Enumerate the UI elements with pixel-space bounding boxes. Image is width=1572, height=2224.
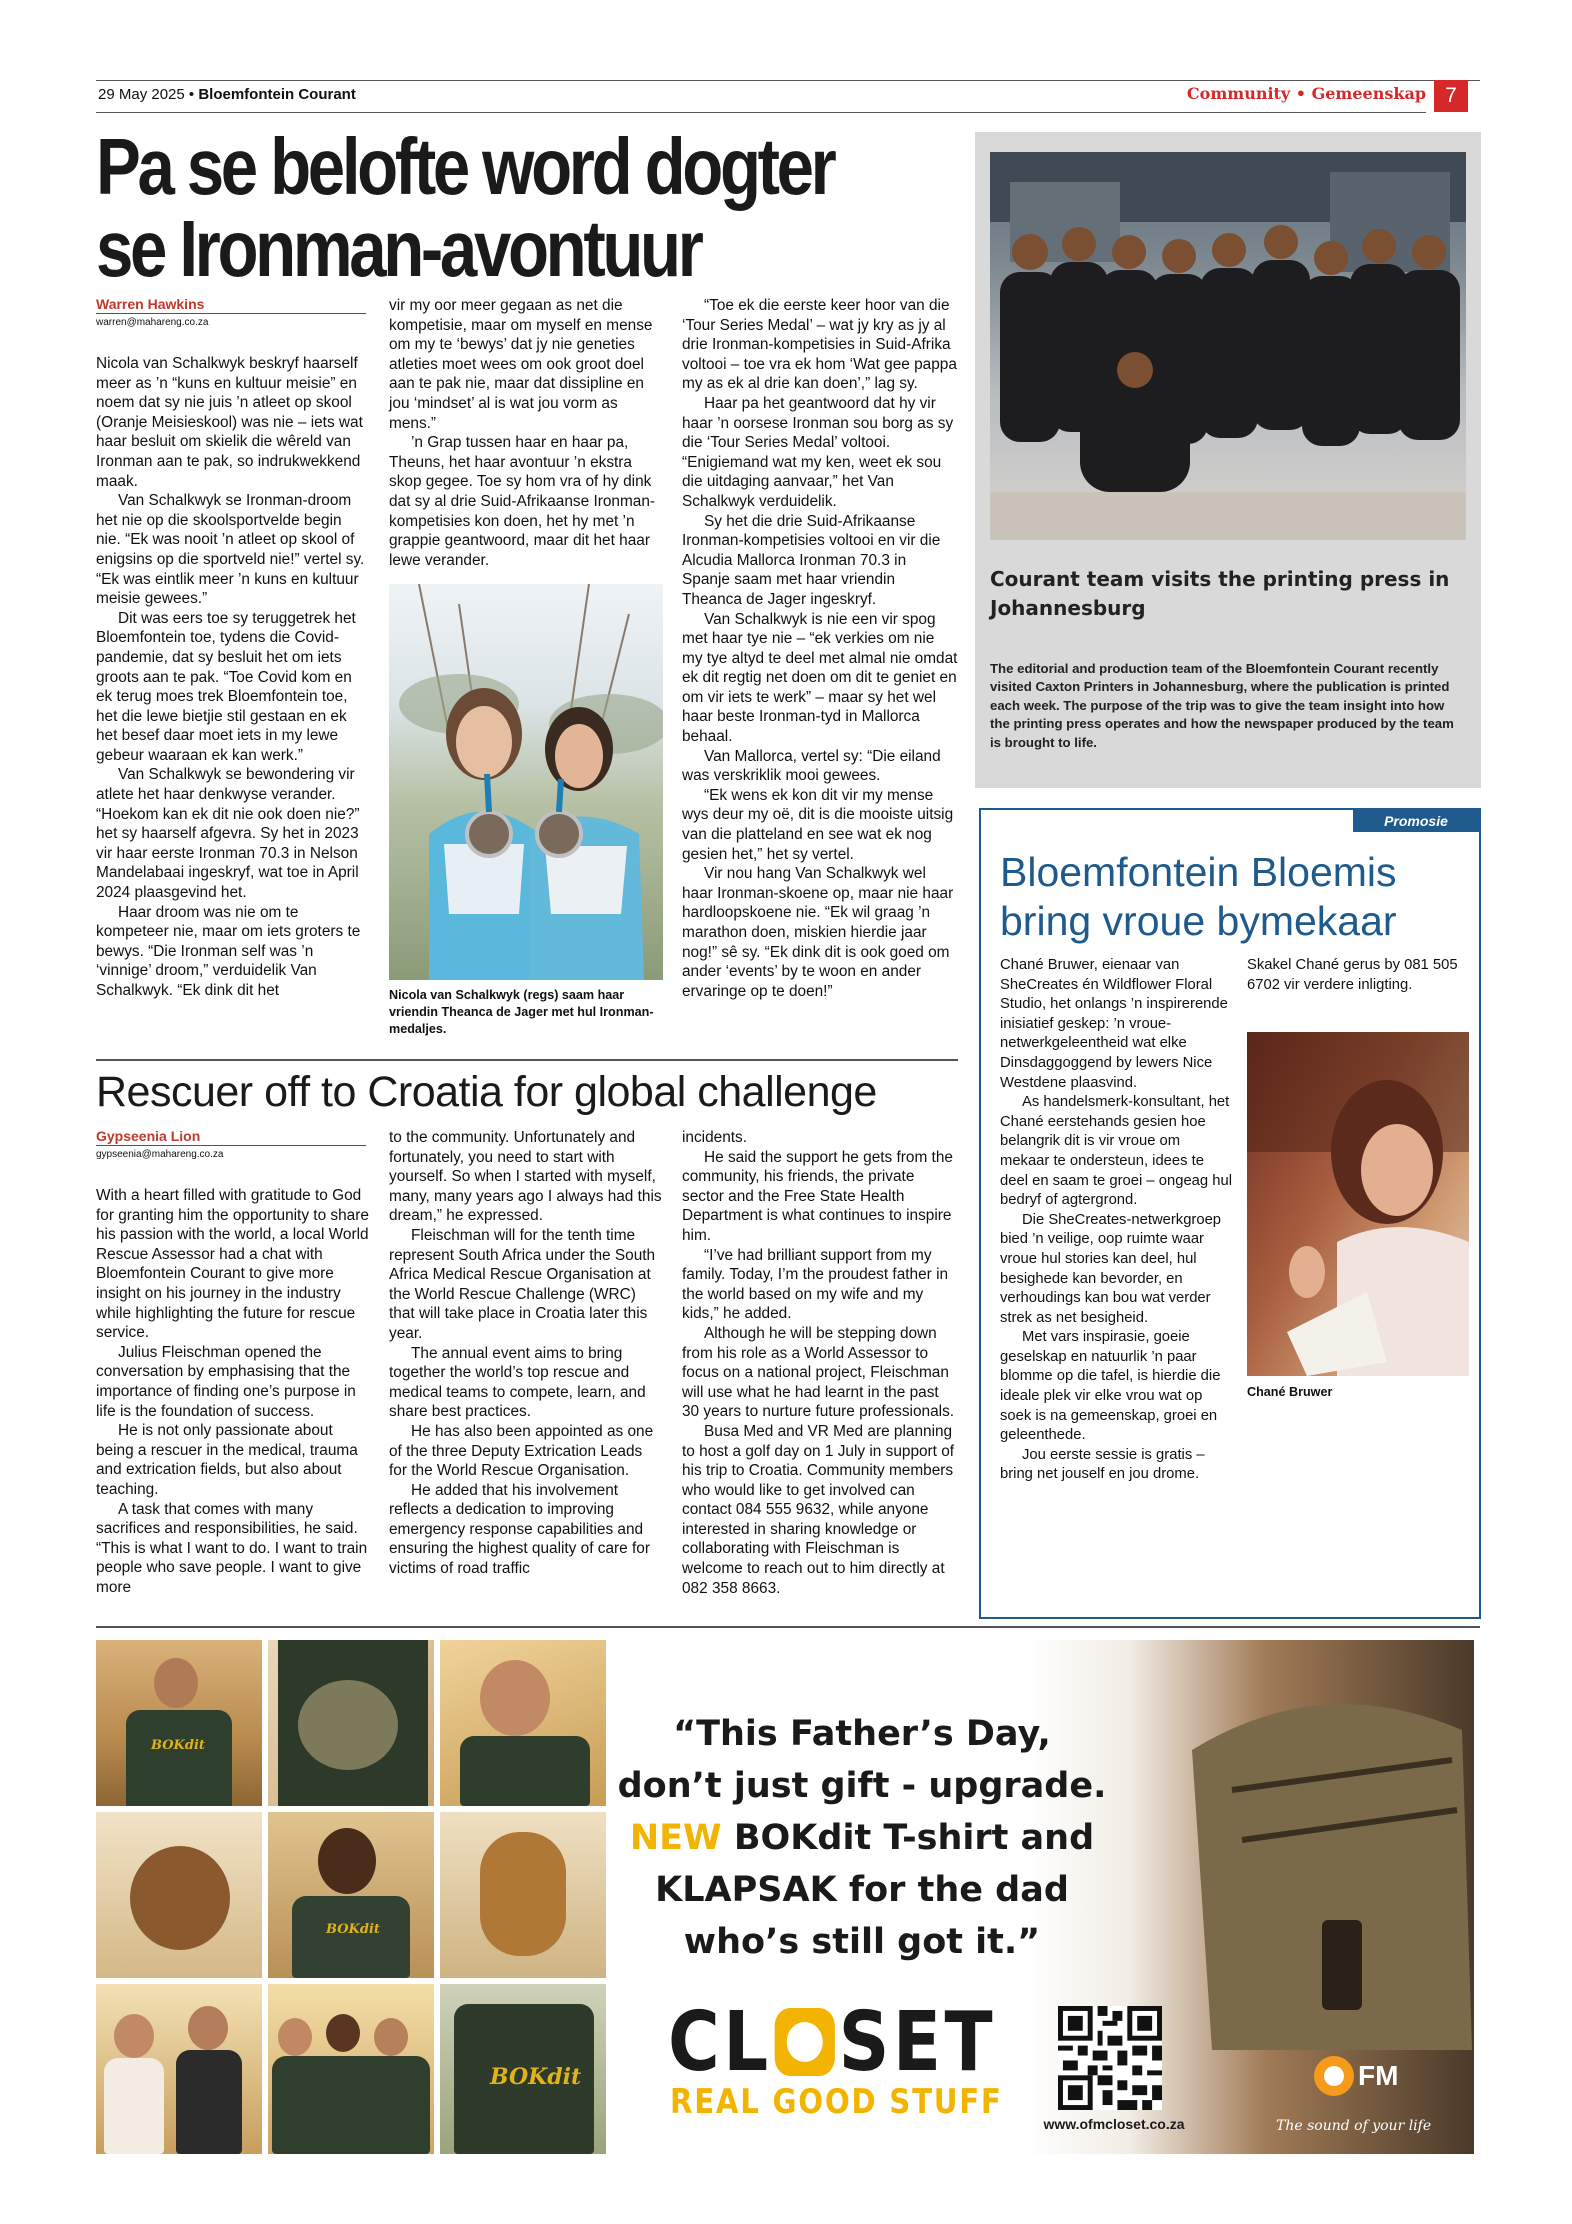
- article1-headline-line2: se Ironman-avontuur: [96, 204, 701, 293]
- paragraph: Jou eerste sessie is gratis – bring net jouself en jou drome.: [1000, 1446, 1205, 1483]
- ad-quote: [612, 1708, 1112, 1968]
- ad-top-rule: [96, 1626, 1480, 1628]
- paragraph: “I’ve had brilliant support from my family. Today, I’m the proudest father in the world based on my wife and my kids,” he added.: [682, 1246, 949, 1323]
- paragraph: to the community. Unfortunately and fortunately, you need to start with yourself. So when I started with myself, many, many years ago I always had this dream,” he expressed.: [389, 1129, 662, 1225]
- article1-col1: [96, 354, 370, 1001]
- qr-code-graphic: [1058, 2006, 1162, 2110]
- paragraph: Van Schalkwyk is nie een vir spog met haar tye nie – “ek verkies om nie my tye altyd te deel met almal nie omdat ek dit regtig net doen om dit te geniet en om vir iets te werk” – maar sy het wel haar beste Ironman-tyd in Mallorca behaal.: [682, 610, 958, 746]
- paragraph: Sy het die drie Suid-Afrikaanse Ironman-kompetisies voltooi en vir die Alcudia Mallorca Ironman 70.3 in Spanje saam met haar vriendin Theanca de Jager ingeskryf.: [682, 512, 941, 608]
- shirt-print: BOKdit: [490, 2064, 582, 2090]
- ad-photo-4: [96, 1812, 262, 1978]
- paragraph: ’n Grap tussen haar en haar pa, Theuns, het haar avontuur ’n ekstra skop gegee. Toe sy hom vra of hy dink dat sy al drie Suid-Afrikaanse Ironman-kompetisies kon doen, het hy met ’n grappie geantwoord, maar dit het haar lewe verander.: [389, 434, 656, 569]
- ofm-logo: [1314, 2054, 1454, 2114]
- closet-advert[interactable]: [96, 1640, 1474, 2154]
- paragraph: Although he will be stepping down from his role as a World Assessor to focus on a national project, Fleischman will use what he had learnt in the past 30 years to nurture future professionals.: [682, 1324, 955, 1421]
- article1-headline: [96, 122, 834, 293]
- header-dateline: 29 May 2025 • Bloemfontein Courant: [98, 86, 356, 103]
- header-section: Community • Gemeenskap: [1186, 84, 1426, 103]
- paragraph: incidents.: [682, 1129, 748, 1146]
- ofm-text: FM: [1358, 2060, 1399, 2091]
- header-date: 29 May 2025: [98, 86, 185, 103]
- paragraph: Vir nou hang Van Schalkwyk wel haar Ironman-skoene op, maar nie haar hardloopskoene nie. “Ek wil graag ’n marathon doen, miskien hierdie jaar nog!” sê sy. “Ek dink dit is ook goed om ander ‘events’ by te woon en ander ervaringe op te doen!”: [682, 865, 954, 1000]
- article2-author: Gypseenia Lion: [96, 1128, 366, 1146]
- ad-quote-line1: “This Father’s Day,: [673, 1714, 1051, 1754]
- ad-quote-line3-text: BOKdit T-shirt and: [721, 1818, 1095, 1858]
- ad-url[interactable]: www.ofmcloset.co.za: [1043, 2116, 1185, 2132]
- shirt-print: BOKdit: [151, 1738, 205, 1753]
- chane-bruwer-photo: [1247, 1032, 1469, 1376]
- paragraph: Busa Med and VR Med are planning to host a golf day on 1 July in support of his trip to Croatia. Community members who would like to get involved can contact 084 555 9632, while anyone interested in sharing knowledge or collaborating with Fleischman is welcome to reach out to him directly at 082 358 8663.: [682, 1422, 955, 1597]
- article2-col1: [96, 1186, 370, 1597]
- paragraph: A task that comes with many sacrifices and responsibilities, he said. “This is what I want to do. I want to train people who save people. I want to give more: [96, 1500, 368, 1596]
- printing-press-team-photo: [990, 152, 1466, 540]
- header-paper: Bloemfontein Courant: [198, 86, 356, 103]
- closet-logo-text-a: CL: [668, 1995, 772, 2090]
- shirt-print: BOKdit: [326, 1922, 380, 1937]
- article-divider: [96, 1059, 958, 1061]
- paragraph: Haar pa het geantwoord dat hy vir haar ’n oorsese Ironman sou borg as sy die ‘Tour Series Medal’ voltooi. “Enigiemand wat my ken, weet ek sou die uitdaging aanvaar,” het Van Schalkwyk verduidelik.: [682, 394, 954, 510]
- article2-headline: Rescuer off to Croatia for global challenge: [96, 1068, 877, 1116]
- paragraph: Die SheCreates-netwerkgroep bied ’n veilige, oop ruimte waar vroue hul stories kan deel, hul besighede kan bevorder, en verhoudings kan bou wat verder strek as net besigheid.: [1000, 1211, 1222, 1326]
- paragraph: vir my oor meer gegaan as net die kompetisie, maar om myself en mense om my te ‘bewys’ dat jy nie geneties atleties moet wees om ook groot doel aan te pak nie, maar dat dissipline en jou ‘mindset’ al is wat jou vorm as mens.”: [389, 297, 653, 432]
- qr-code[interactable]: [1058, 2006, 1162, 2110]
- paragraph: With a heart filled with gratitude to God for granting him the opportunity to share his passion with the world, a local World Rescue Assessor had a chat with Bloemfontein Courant to give more insight on his journey in the industry while highlighting the future for rescue service.: [96, 1187, 369, 1342]
- ad-photo-3: [440, 1640, 606, 1806]
- sidebar-title: Courant team visits the printing press in Johannesburg: [990, 567, 1450, 620]
- sidebar-box: [975, 132, 1481, 788]
- sidebar-body: The editorial and production team of the Bloemfontein Courant recently visited Caxton Printers in Johannesburg, where the publication is printed each week. The purpose of the trip was to give the team insight into how the printing press operates and how the newspaper produced by the team is brought to life.: [990, 661, 1454, 750]
- paragraph: As handelsmerk-konsultant, het Chané eerstehands gesien hoe belangrik dit is vir vroue om mekaar te ondersteun, idees te deel en saam te groei – ongeag hul bedryf of agtergrond.: [1000, 1094, 1232, 1209]
- promo-box: [979, 808, 1481, 1619]
- closet-logo-text-b: SET: [838, 1995, 997, 2090]
- article2-col2: [389, 1128, 663, 1579]
- chane-photo-caption: Chané Bruwer: [1247, 1385, 1333, 1399]
- closet-logo[interactable]: [668, 1995, 1018, 2122]
- closet-tagline: REAL GOOD STUFF: [670, 2082, 1003, 2122]
- ofm-slogan: The sound of your life: [1276, 2118, 1432, 2134]
- header-bottom-rule: [96, 112, 1426, 113]
- paragraph: He has also been appointed as one of the three Deputy Extrication Leads for the World Rescue Organisation.: [389, 1422, 654, 1480]
- ad-photo-8: [268, 1984, 434, 2154]
- paragraph: Met vars inspirasie, goeie geselskap en natuurlik ’n paar blomme op die tafel, is hierdie die ideale plek vir elke vrou wat op soek is na gemeenskap, groei en geleenthede.: [1000, 1329, 1221, 1444]
- ad-photo-7: [96, 1984, 262, 2154]
- paragraph: Nicola van Schalkwyk beskryf haarself meer as ’n “kuns en kultuur meisie” en noem dat sy nie juis ’n atleet op skool (Oranje Meisieskool) was nie – iets wat haar besluit om skielik die wêreld van Ironman aan te pak, so indrukwekkend maak.: [96, 355, 363, 490]
- paragraph: “Ek wens ek kon dit vir my mense wys deur my oë, dit is die mooiste uitsig van die platteland en see wat ek nog gesien het,” het sy vertel.: [682, 786, 954, 863]
- article1-email[interactable]: warren@mahareng.co.za: [96, 317, 209, 328]
- promo-title-line1: Bloemfontein Bloemis: [1000, 849, 1397, 895]
- promo-title: [1000, 848, 1470, 946]
- paragraph: Dit was eers toe sy teruggetrek het Bloemfontein toe, tydens die Covid-pandemie, dat sy besluit het om iets groots aan te pak. “Toe Covid kom en ek terug moes trek Bloemfontein toe, het die lewe bietjie stil gestaan en ek het besef daar moet iets in my lewe gebeur waaraan ek kan werk.”: [96, 609, 356, 764]
- ad-quote-new: NEW: [629, 1818, 722, 1858]
- article2-col3: [682, 1128, 958, 1598]
- closet-logo-o: [775, 2008, 835, 2076]
- ad-photo-5: [268, 1812, 434, 1978]
- paragraph: Chané Bruwer, eienaar van SheCreates én Wildflower Floral Studio, het onlangs ’n inspirerende inisiatief geskep: ’n vroue-netwerkgeleentheid wat elke Dinsdaggoggend by lewers Nice Westdene plaasvind.: [1000, 957, 1228, 1091]
- article1-author: Warren Hawkins: [96, 296, 366, 314]
- medals-photo-caption: Nicola van Schalkwyk (regs) saam haar vriendin Theanca de Jager met hul Ironman-medaljes.: [389, 988, 654, 1036]
- paragraph: Van Schalkwyk se bewondering vir atlete het haar denkwyse verander. “Hoekom kan ek dit nie ook doen nie?” het sy haarself afgevra. Sy het in 2023 vir haar eerste Ironman 70.3 in Nelson Mandelabaai ingeskryf, wat toe in April 2024 plaasgevind het.: [96, 766, 360, 902]
- chane-photo-illustration: [1247, 1032, 1469, 1376]
- paragraph: “Toe ek die eerste keer hoor van die ‘Tour Series Medal’ – wat jy kry as jy al drie Ironman-kompetisies in Suid-Afrika voltooi – toe vra ek hom ‘Wat gee pappa my as ek al drie kan doen’,” lag sy.: [682, 297, 957, 393]
- article1-col2: [389, 296, 663, 570]
- paragraph: Fleischman will for the tenth time represent South Africa under the South Africa Medical Rescue Organisation at the World Rescue Challenge (WRC) that will take place in Croatia later this year.: [389, 1226, 656, 1342]
- paragraph: He is not only passionate about being a rescuer in the medical, trauma and extrication fields, but also about teaching.: [96, 1422, 358, 1498]
- ofm-o-icon: [1314, 2056, 1354, 2096]
- ad-photo-1: [96, 1640, 262, 1806]
- ad-quote-line5: who’s still got it.”: [683, 1922, 1041, 1962]
- paragraph: He added that his involvement reflects a dedication to improving emergency response capabilities and ensuring the highest quality of care for victims of road traffic: [389, 1481, 650, 1578]
- ad-photo-6: [440, 1812, 606, 1978]
- paragraph: He said the support he gets from the community, his friends, the private sector and the Free State Health Department is what continues to inspire him.: [682, 1148, 953, 1244]
- article1-col3: [682, 296, 958, 1001]
- article1-headline-line1: Pa se belofte word dogter: [96, 122, 834, 211]
- klapsak-bag-illustration: [1172, 1670, 1472, 2050]
- ad-photo-9: [440, 1984, 606, 2154]
- medals-photo-illustration: [389, 584, 663, 980]
- paragraph: Haar droom was nie om te kompeteer nie, maar om iets groters te bewys. “Die Ironman self was ’n ‘vinnige’ droom,” verduidelik Van Schalkwyk. “Ek dink dit het: [96, 903, 361, 999]
- paragraph: Van Schalkwyk se Ironman-droom het nie op die skoolsportvelde begin nie. “Ek was nooit ’n atleet op skool of enigsins op die sportveld nie!” vertel sy. “Ek was eintlik meer ’n kuns en kultuur meisie gewees.”: [96, 492, 365, 608]
- team-photo-illustration: [990, 152, 1466, 540]
- ad-quote-line3: [612, 1812, 1112, 1864]
- paragraph: Van Mallorca, vertel sy: “Die eiland was verskriklik mooi gewees.: [682, 747, 941, 785]
- ad-quote-line2: don’t just gift - upgrade.: [617, 1766, 1107, 1806]
- ad-quote-line4: KLAPSAK for the dad: [655, 1870, 1069, 1910]
- page-number: 7: [1434, 80, 1468, 112]
- article2-email[interactable]: gypseenia@mahareng.co.za: [96, 1149, 224, 1160]
- paragraph: The annual event aims to bring together the world’s top rescue and medical teams to compete, learn, and share best practices.: [389, 1344, 646, 1421]
- promo-tag: Promosie: [1353, 810, 1479, 832]
- ad-photo-2: [268, 1640, 434, 1806]
- paragraph: Julius Fleischman opened the conversation by emphasising that the importance of finding one’s purpose in life is the foundation of success.: [96, 1343, 356, 1420]
- header-top-rule: [96, 80, 1480, 81]
- promo-col2: Skakel Chané gerus by 081 505 6702 vir verdere inligting.: [1247, 957, 1458, 993]
- ironman-medals-photo: [389, 584, 663, 980]
- promo-title-line2: bring vroue bymekaar: [1000, 898, 1397, 944]
- promo-col1: [1000, 956, 1232, 1485]
